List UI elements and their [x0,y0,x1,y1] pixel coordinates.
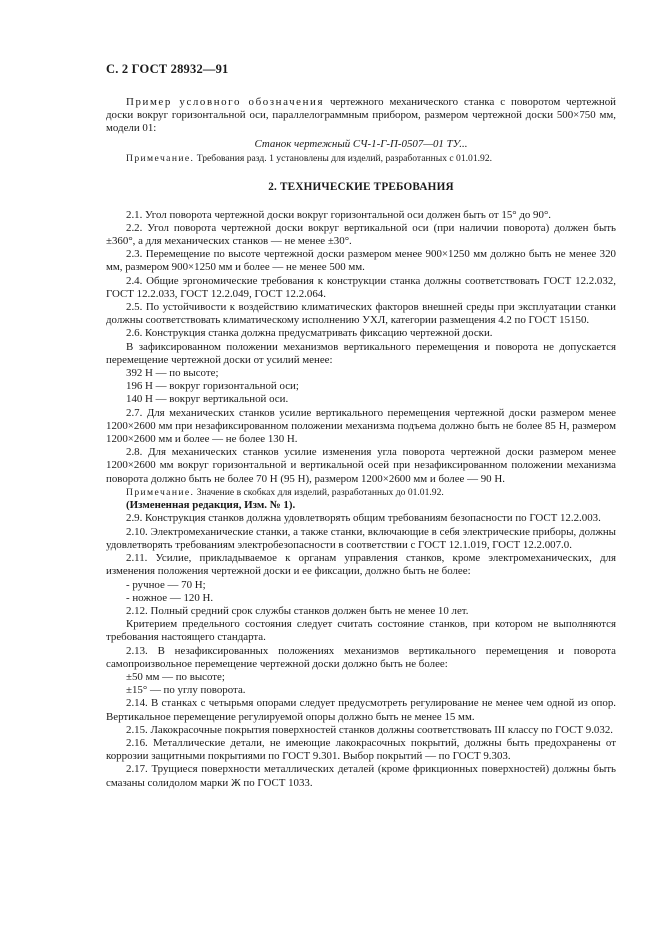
list-item: ±50 мм — по высоте; [126,670,225,683]
list-item: 392 Н — по высоте; [126,366,219,379]
clause-2-10: 2.10. Электромеханические станки, а также станки, включающие в себя электрические приборы, должны удовлетворять требованиям электробезопасности в соответствии с ГОСТ 12.1.019, ГОСТ 12.2.007.0. [106,525,616,551]
clause-2-15: 2.15. Лакокрасочные покрытия поверхностей станков должны соответствовать III классу по ГОСТ 9.032. [126,723,613,736]
list-item: ±15° — по углу поворота. [126,684,246,697]
clause-2-8: 2.8. Для механических станков усилие изменения угла поворота чертежной доски размером менее 1200×2600 мм вокруг горизонтальной и вертикальной осей при незафиксированном положении механизма поворота должно быть не более 70 Н (95 Н), размером 1200×2600 мм и более — 90 Н. [106,446,616,485]
note-2-paragraph [106,487,616,500]
clause-2-9: 2.9. Конструкция станков должна удовлетворять общим требованиям безопасности по ГОСТ 12.2.003. [126,512,601,525]
list-item: 196 Н — вокруг горизонтальной оси; [126,380,299,393]
note-2-text: Значение в скобках для изделий, разработанных до 01.01.92. [194,486,444,498]
clause-2-13: 2.13. В незафиксированных положениях механизмов вертикального перемещения и поворота самопроизвольное перемещение чертежной доски должно быть не более: [106,644,616,670]
list-item: - ручное — 70 Н; [126,578,206,591]
clause-2-17: 2.17. Трущиеся поверхности металлических деталей (кроме фрикционных поверхностей) должны быть смазаны солидолом марки Ж по ГОСТ 1033. [106,763,616,789]
clause-2-2: 2.2. Угол поворота чертежной доски вокруг вертикальной оси (при наличии поворота) должен быть ±360°, а для механических станков — не менее ±30°. [106,221,616,247]
page-header: С. 2 ГОСТ 28932—91 [106,62,229,76]
clause-2-5: 2.5. По устойчивости к воздействию климатических факторов внешней среды при эксплуатации станки должны соответствовать климатическому исполнению УХЛ, категории размещения 4.2 по ГОСТ 15150. [106,300,616,327]
clause-2-3: 2.3. Перемещение по высоте чертежной доски размером менее 900×1250 мм должно быть не менее 320 мм, размером 900×1250 мм и более — не менее 500 мм. [106,248,616,274]
clause-2-1: 2.1. Угол поворота чертежной доски вокруг горизонтальной оси должен быть от 15° до 90°. [126,208,552,221]
note-text: Требования разд. 1 установлены для изделий, разработанных с 01.01.92. [194,152,493,164]
clause-2-14: 2.14. В станках с четырьмя опорами следует предусмотреть регулирование не менее чем одной из опор. Вертикальное перемещение регулируемой опоры должно быть не менее 15 мм. [106,697,616,723]
clause-2-12: 2.12. Полный средний срок службы станков должен быть не менее 10 лет. [126,604,469,617]
revision-note: (Измененная редакция, Изм. № 1). [126,499,296,512]
designation: Станок чертежный СЧ-1-Г-П-0507—01 ТУ... [254,137,468,150]
note-label: Примечание. [126,152,195,164]
clause-2-6-text: В зафиксированном положении механизмов вертикального перемещения и поворота не допускается перемещение чертежной доски от усилий менее: [106,340,616,366]
note-2-label: Примечание. [126,486,195,498]
list-item: 140 Н — вокруг вертикальной оси. [126,393,289,406]
list-item: - ножное — 120 Н. [126,591,214,604]
example-label: Пример условного обозначения [126,96,325,108]
clause-2-4: 2.4. Общие эргономические требования к конструкции станка должны соответствовать ГОСТ 12.2.032, ГОСТ 12.2.033, ГОСТ 12.2.049, ГОСТ 12.2.064. [106,274,616,300]
example-paragraph [106,96,616,136]
section-heading: 2. ТЕХНИЧЕСКИЕ ТРЕБОВАНИЯ [268,181,454,194]
clause-2-11: 2.11. Усилие, прикладываемое к органам управления станков, кроме электромеханических, для изменения положения чертежной доски и ее фиксации, должно быть не более: [106,552,616,578]
clause-2-7: 2.7. Для механических станков усилие вертикального перемещения чертежной доски размером менее 1200×2600 мм при незафиксированном положении механизма подъема должно быть не более 85 Н, размером 1200×2600 мм и более — не более 130 Н. [106,406,616,445]
clause-2-12-text: Критерием предельного состояния следует считать состояние станков, при котором не выполняются требования настоящего стандарта. [106,618,616,644]
clause-2-16: 2.16. Металлические детали, не имеющие лакокрасочных покрытий, должны быть предохранены от коррозии защитными покрытиями по ГОСТ 9.301. Выбор покрытий — по ГОСТ 9.303. [106,736,616,763]
example-text: чертежного механического станка с поворотом чертежной доски вокруг горизонтальной оси, параллелограммным прибором, размером чертежной доски 500×750 мм, модели 01: [106,96,616,135]
clause-2-6: 2.6. Конструкция станка должна предусматривать фиксацию чертежной доски. [126,327,493,340]
document-body [106,96,616,790]
note-paragraph [106,153,616,166]
